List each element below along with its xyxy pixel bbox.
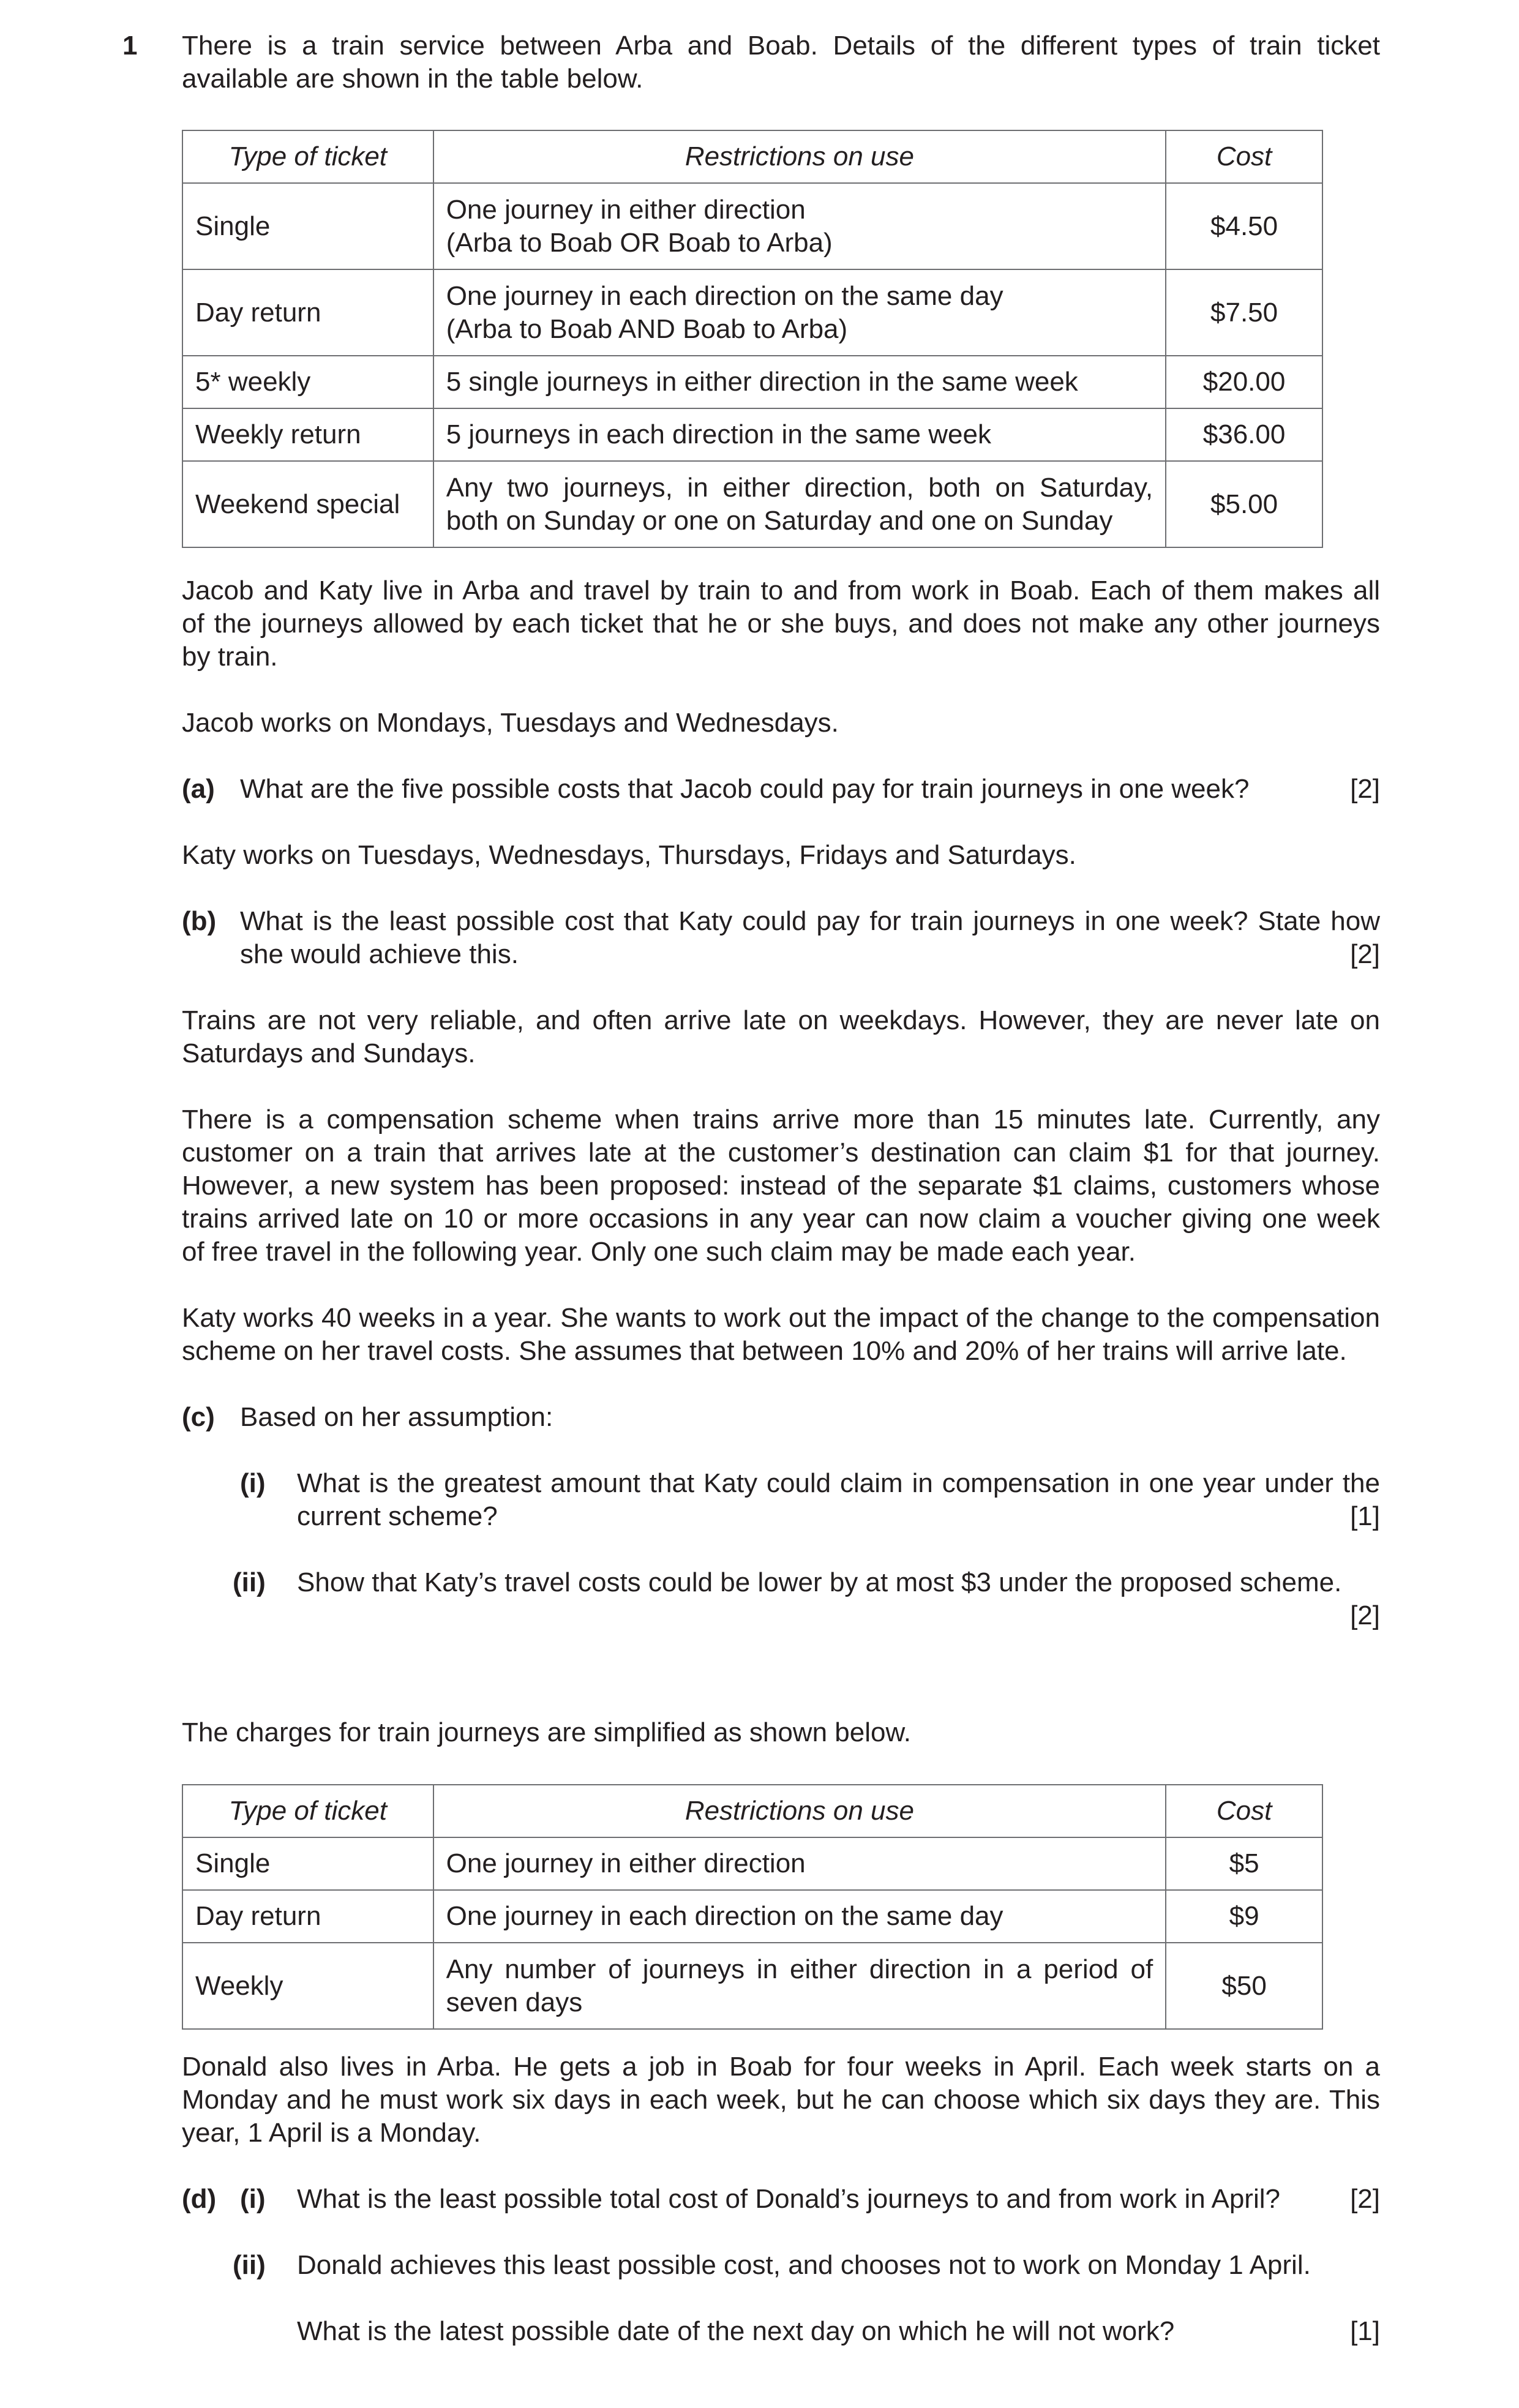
- ticket-type: Single: [182, 183, 433, 269]
- ticket-type: Day return: [182, 269, 433, 356]
- table-header-row: [182, 1785, 1322, 1837]
- ticket-type: Weekly return: [182, 408, 433, 461]
- question-c-ii-label: (ii): [233, 1567, 266, 1597]
- ticket-type: Single: [182, 1837, 433, 1890]
- paragraph-line: Trains are not very reliable, and often arrive late on weekdays. However, they are never late on: [182, 1005, 1380, 1035]
- ticket-restrictions: [433, 269, 1166, 356]
- paragraph-line: Monday and he must work six days in each week, but he can choose which six days they are. This: [182, 2085, 1380, 2115]
- paragraph-katy-works: Katy works on Tuesdays, Wednesdays, Thursdays, Fridays and Saturdays.: [182, 840, 1076, 870]
- question-c-label: (c): [182, 1402, 215, 1432]
- paragraph-jacob-works: Jacob works on Mondays, Tuesdays and Wednesdays.: [182, 708, 839, 738]
- ticket-type: Weekend special: [182, 461, 433, 547]
- question-number: 1: [122, 31, 138, 61]
- restriction-line: (Arba to Boab AND Boab to Arba): [446, 313, 848, 344]
- ticket-restrictions: [433, 1943, 1166, 2029]
- question-d-ii-label: (ii): [233, 2250, 266, 2280]
- question-a-text: What are the five possible costs that Jacob could pay for train journeys in one week?: [240, 774, 1250, 804]
- question-c-i-mark: [1]: [1350, 1501, 1380, 1531]
- ticket-cost: $20.00: [1166, 356, 1322, 408]
- header-restrictions: Restrictions on use: [433, 130, 1166, 183]
- restriction-line: Any two journeys, in either direction, both on Saturday,: [446, 472, 1153, 503]
- restriction-line: One journey in either direction: [446, 194, 806, 225]
- table-row: [182, 1837, 1322, 1890]
- ticket-cost: $7.50: [1166, 269, 1322, 356]
- header-type: Type of ticket: [182, 130, 433, 183]
- question-a-mark: [2]: [1350, 774, 1380, 804]
- table-row: [182, 408, 1322, 461]
- header-type: Type of ticket: [182, 1785, 433, 1837]
- paragraph-katy-weeks: [182, 1302, 1380, 1368]
- paragraph-line: Katy works 40 weeks in a year. She wants to work out the impact of the change to the compensation: [182, 1303, 1380, 1333]
- question-d-ii-mark: [1]: [1350, 2316, 1380, 2346]
- question-line: What is the greatest amount that Katy could claim in compensation in one year under the: [297, 1468, 1380, 1498]
- paragraph-line: Jacob and Katy live in Arba and travel by train to and from work in Boab. Each of them makes all: [182, 576, 1380, 606]
- question-d-ii-text: Donald achieves this least possible cost, and chooses not to work on Monday 1 April.: [297, 2250, 1311, 2280]
- paragraph-compensation: [182, 1103, 1380, 1269]
- question-d-ii-followup: What is the latest possible date of the next day on which he will not work?: [297, 2316, 1175, 2346]
- question-b-text: [240, 905, 1380, 971]
- ticket-type: Weekly: [182, 1943, 433, 2029]
- paragraph-line: Saturdays and Sundays.: [182, 1038, 476, 1068]
- restriction-line: (Arba to Boab OR Boab to Arba): [446, 227, 833, 258]
- simplified-ticket-table: [182, 1784, 1323, 2030]
- intro-line: There is a train service between Arba and Boab. Details of the different types of train ticket: [182, 31, 1380, 61]
- ticket-restrictions: [433, 461, 1166, 547]
- question-a-label: (a): [182, 774, 215, 804]
- table-row: [182, 1943, 1322, 2029]
- question-c-i-label: (i): [240, 1468, 266, 1498]
- paragraph-simplified: The charges for train journeys are simplified as shown below.: [182, 1717, 912, 1747]
- paragraph-line: There is a compensation scheme when trains arrive more than 15 minutes late. Currently, any: [182, 1105, 1380, 1135]
- header-restrictions: Restrictions on use: [433, 1785, 1166, 1837]
- table-row: [182, 461, 1322, 547]
- table-row: [182, 269, 1322, 356]
- ticket-cost: $5: [1166, 1837, 1322, 1890]
- ticket-type: 5* weekly: [182, 356, 433, 408]
- restriction-line: Any number of journeys in either direction in a period of: [446, 1954, 1153, 1984]
- ticket-table: [182, 130, 1323, 548]
- ticket-restrictions: 5 single journeys in either direction in the same week: [433, 356, 1166, 408]
- ticket-cost: $50: [1166, 1943, 1322, 2029]
- table-row: [182, 356, 1322, 408]
- header-cost: Cost: [1166, 130, 1322, 183]
- paragraph-line: of free travel in the following year. Only one such claim may be made each year.: [182, 1237, 1136, 1267]
- ticket-restrictions: One journey in each direction on the same day: [433, 1890, 1166, 1943]
- paragraph-jacob-katy: [182, 574, 1380, 673]
- ticket-restrictions: 5 journeys in each direction in the same week: [433, 408, 1166, 461]
- question-c-ii-text: Show that Katy’s travel costs could be lower by at most $3 under the proposed scheme.: [297, 1567, 1342, 1597]
- ticket-cost: $4.50: [1166, 183, 1322, 269]
- restriction-line: seven days: [446, 1987, 583, 2017]
- table-row: [182, 1890, 1322, 1943]
- question-line: current scheme?: [297, 1501, 498, 1531]
- paragraph-line: Donald also lives in Arba. He gets a job in Boab for four weeks in April. Each week starts on a: [182, 2052, 1380, 2082]
- ticket-restrictions: One journey in either direction: [433, 1837, 1166, 1890]
- restriction-line: One journey in each direction on the same day: [446, 280, 1003, 311]
- table-row: [182, 183, 1322, 269]
- intro-line: available are shown in the table below.: [182, 64, 643, 94]
- question-d-i-label: (i): [240, 2184, 266, 2214]
- paragraph-line: by train.: [182, 642, 278, 672]
- question-c-i-text: [297, 1467, 1380, 1533]
- paragraph-line: trains arrived late on 10 or more occasions in any year can now claim a voucher giving one week: [182, 1204, 1380, 1234]
- question-d-label: (d): [182, 2184, 217, 2214]
- question-d-i-mark: [2]: [1350, 2184, 1380, 2214]
- paragraph-donald: [182, 2050, 1380, 2150]
- paragraph-line: However, a new system has been proposed: instead of the separate $1 claims, customers whose: [182, 1171, 1380, 1201]
- ticket-cost: $36.00: [1166, 408, 1322, 461]
- header-cost: Cost: [1166, 1785, 1322, 1837]
- ticket-cost: $5.00: [1166, 461, 1322, 547]
- paragraph-line: year, 1 April is a Monday.: [182, 2118, 481, 2148]
- question-c-text: Based on her assumption:: [240, 1402, 553, 1432]
- restriction-line: both on Sunday or one on Saturday and one on Sunday: [446, 505, 1113, 536]
- paragraph-line: customer on a train that arrives late at the customer’s destination can claim $1 for that journey.: [182, 1138, 1380, 1168]
- intro-paragraph: [182, 29, 1380, 96]
- question-d-i-text: What is the least possible total cost of Donald’s journeys to and from work in April?: [297, 2184, 1280, 2214]
- table-header-row: [182, 130, 1322, 183]
- paragraph-line: scheme on her travel costs. She assumes that between 10% and 20% of her trains will arrive late.: [182, 1336, 1347, 1366]
- ticket-type: Day return: [182, 1890, 433, 1943]
- question-c-ii-mark: [2]: [1350, 1600, 1380, 1630]
- question-line: she would achieve this.: [240, 939, 519, 969]
- question-b-mark: [2]: [1350, 939, 1380, 969]
- paragraph-line: of the journeys allowed by each ticket that he or she buys, and does not make any other journeys: [182, 609, 1380, 639]
- paragraph-reliability: [182, 1004, 1380, 1070]
- question-b-label: (b): [182, 906, 217, 936]
- ticket-cost: $9: [1166, 1890, 1322, 1943]
- ticket-restrictions: [433, 183, 1166, 269]
- question-line: What is the least possible cost that Katy could pay for train journeys in one week? State how: [240, 906, 1380, 936]
